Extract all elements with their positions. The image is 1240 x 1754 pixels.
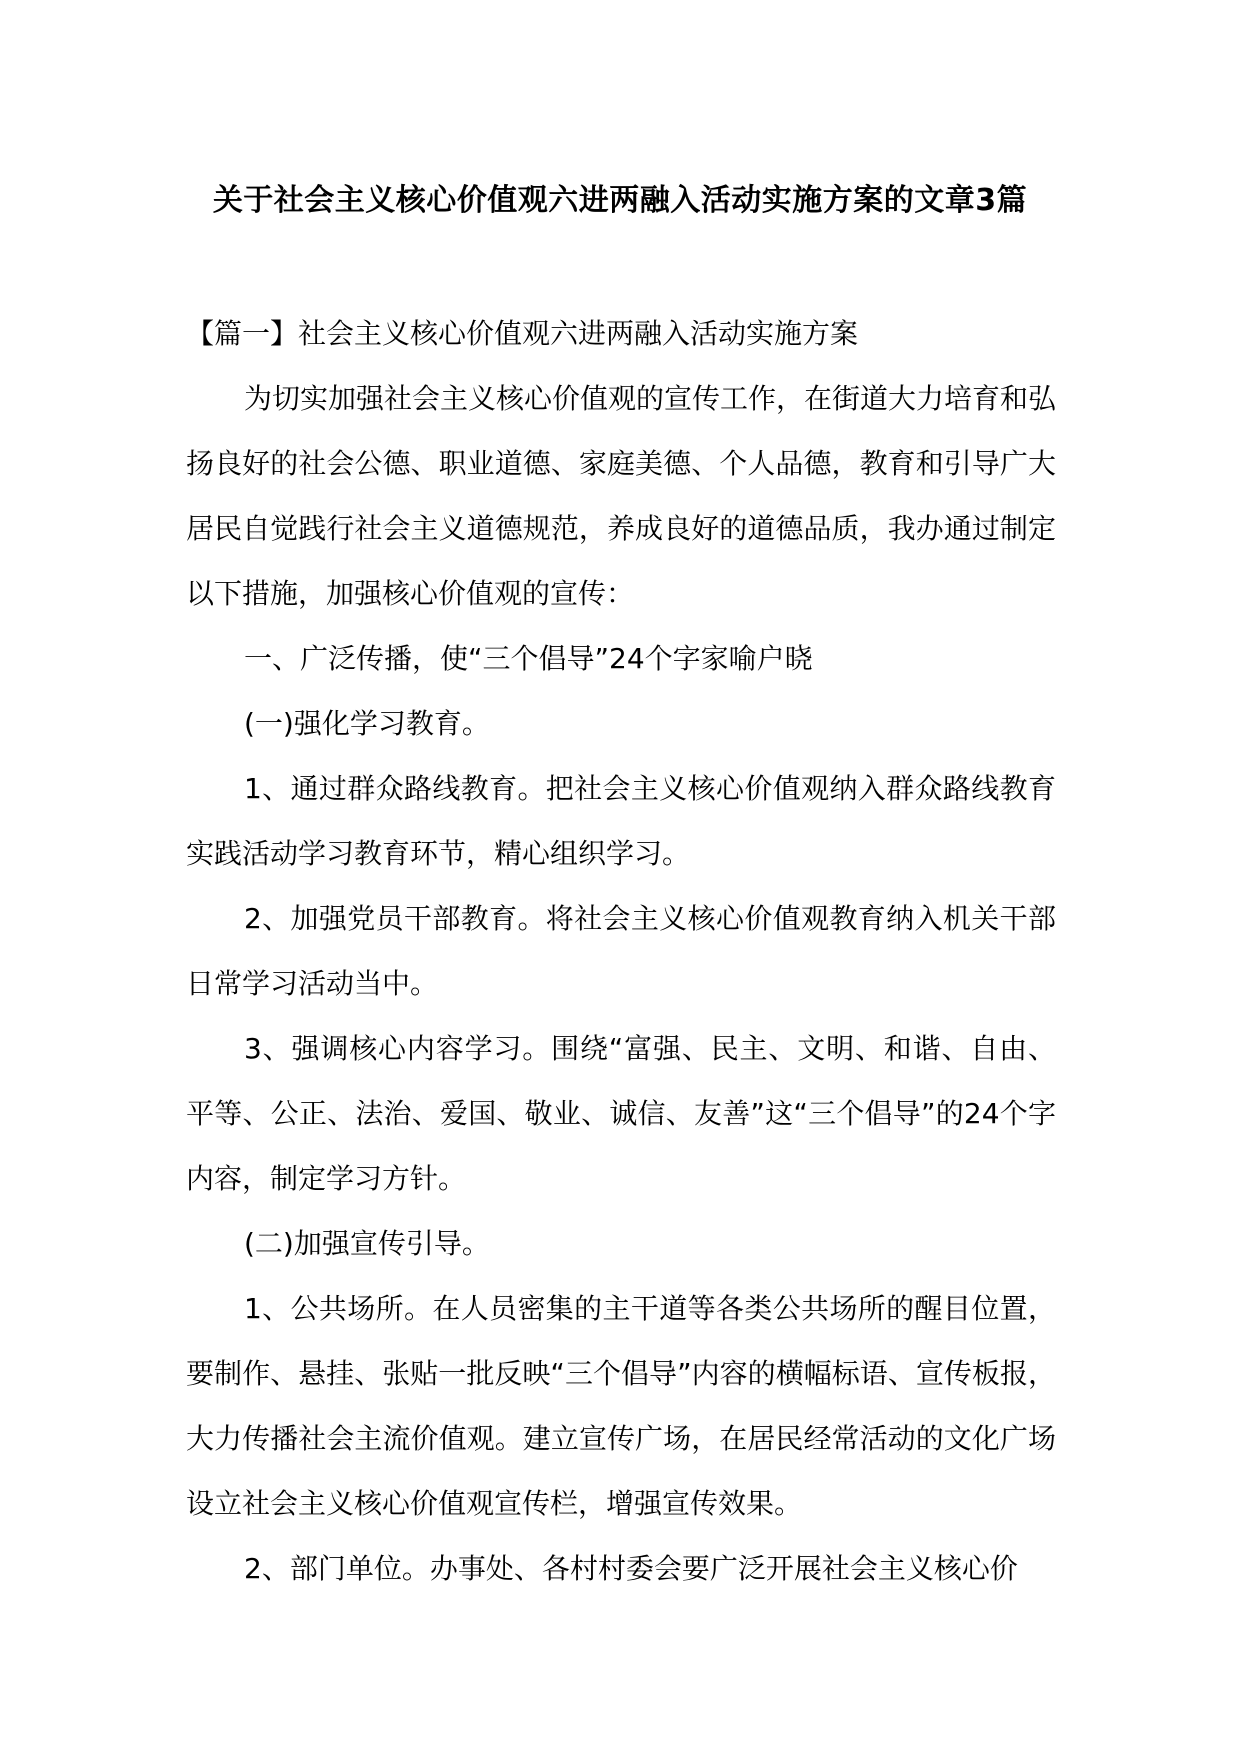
paragraph: 2、加强党员干部教育。将社会主义核心价值观教育纳入机关干部日常学习活动当中。 xyxy=(186,902,1056,1000)
paragraph: 为切实加强社会主义核心价值观的宣传工作，在街道大力培育和弘扬良好的社会公德、职业道德、家庭美德、个人品德，教育和引导广大居民自觉践行社会主义道德规范，养成良好的道德品质，我办通过制定以下措施，加强核心价值观的宣传： xyxy=(186,382,1057,610)
section-heading: 【篇一】社会主义核心价值观六进两融入活动实施方案 xyxy=(186,317,859,350)
paragraph: 3、强调核心内容学习。围绕“富强、民主、文明、和谐、自由、平等、公正、法治、爱国、敬业、诚信、友善”这“三个倡导”的24个字内容，制定学习方针。 xyxy=(186,1032,1056,1195)
document-title: 关于社会主义核心价值观六进两融入活动实施方案的文章3篇 xyxy=(212,183,1028,218)
paragraph: 1、公共场所。在人员密集的主干道等各类公共场所的醒目位置，要制作、悬挂、张贴一批反映“三个倡导”内容的横幅标语、宣传板报，大力传播社会主流价值观。建立宣传广场，在居民经常活动的文化广场设立社会主义核心价值观宣传栏，增强宣传效果。 xyxy=(186,1292,1056,1520)
paragraph: 1、通过群众路线教育。把社会主义核心价值观纳入群众路线教育实践活动学习教育环节，精心组织学习。 xyxy=(186,772,1056,870)
paragraph: 2、部门单位。办事处、各村村委会要广泛开展社会主义核心价 xyxy=(244,1552,1018,1585)
paragraph: (一)强化学习教育。 xyxy=(244,707,490,740)
paragraph: (二)加强宣传引导。 xyxy=(244,1227,490,1260)
document-body xyxy=(186,301,1056,1601)
paragraph: 一、广泛传播，使“三个倡导”24个字家喻户晓 xyxy=(244,642,813,675)
